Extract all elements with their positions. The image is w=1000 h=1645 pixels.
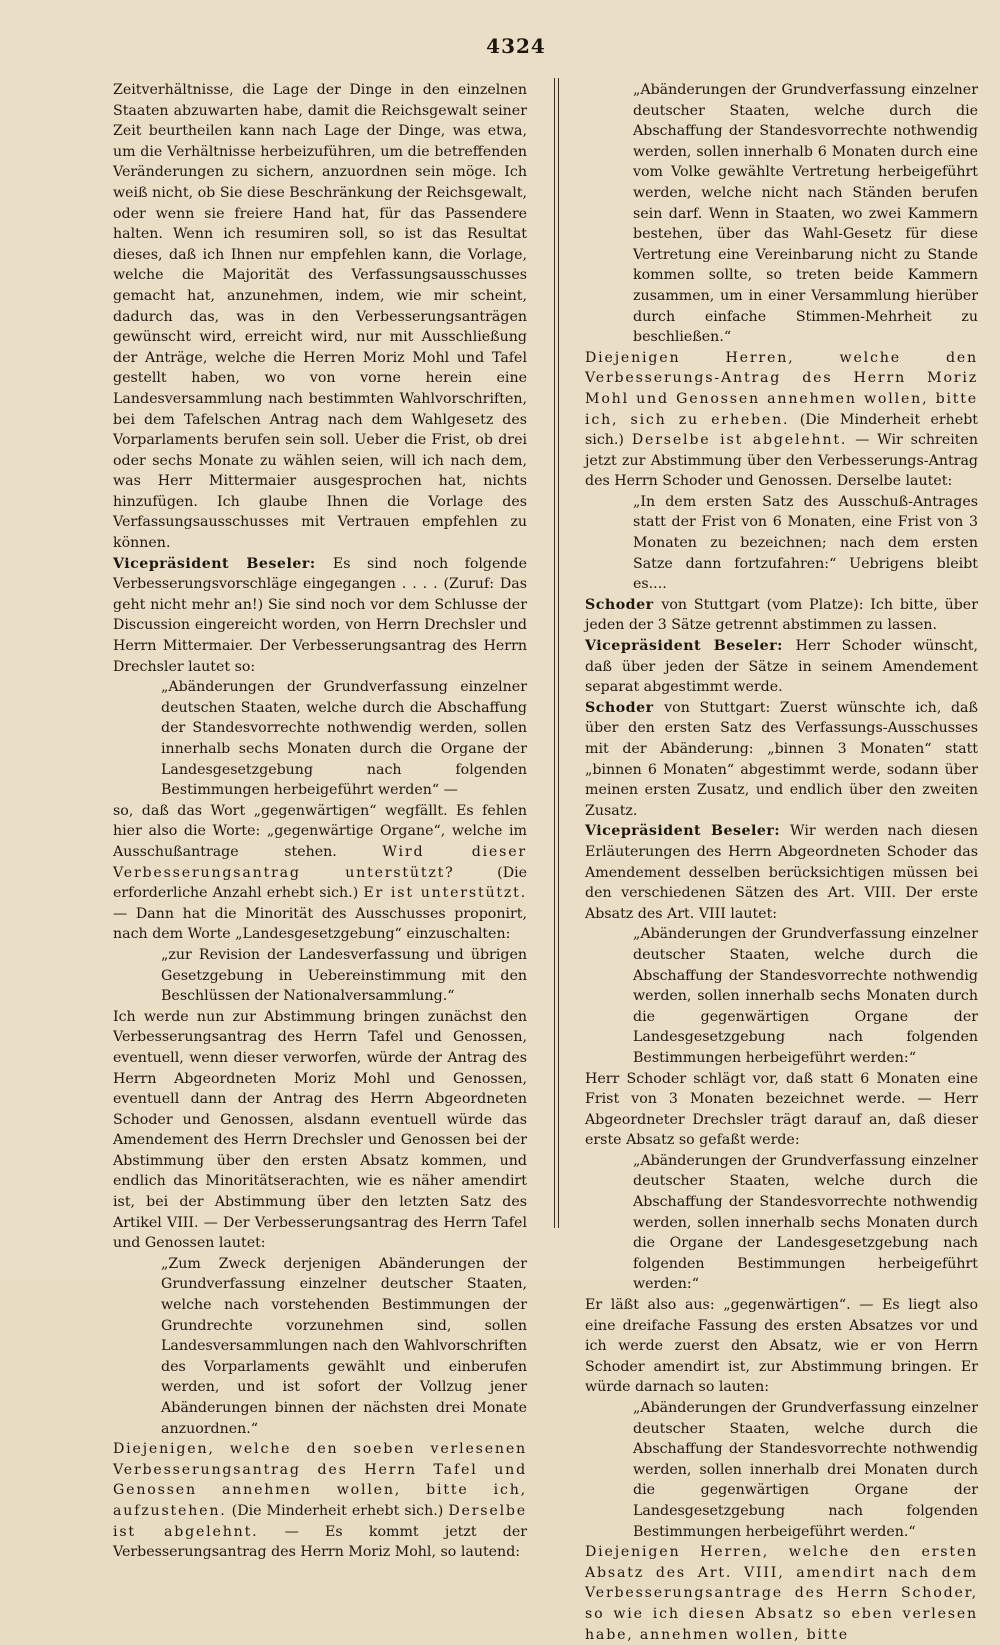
- text-run: Herr Schoder schlägt vor, daß statt 6 Monaten eine Frist von 3 Monaten bezeichnet werde. — Herr Abgeordneter Drechsler trägt darauf an, daß dieser erste Absatz so gefaßt werde:: [585, 1070, 978, 1149]
- speaker-name: Vicepräsident Beseler:: [585, 638, 796, 655]
- text-run: — Wir schreiten jetzt zur Abstimmung über den Verbesserungs-Antrag des Herrn Schoder und Genossen. Derselbe lautet:: [585, 432, 978, 490]
- paragraph: [113, 554, 527, 678]
- paragraph: [585, 636, 978, 698]
- text-run: Er läßt also aus: „gegenwärtigen“. — Es liegt also eine dreifache Fassung des ersten Absatzes vor und ich werde zuerst den Absatz, wie er von Herrn Schoder amendirt ist, zur Abstimmung bringen. Er würde darnach so lauten:: [585, 1297, 978, 1396]
- paragraph: [585, 698, 978, 822]
- emphasized-text: Diejenigen Herren, welche den Verbesserungs-Antrag des Herrn Moriz Mohl und Genossen annehmen wollen, bitte ich, sich zu erheben.: [585, 349, 978, 428]
- emphasized-text: Derselbe ist abgelehnt.: [631, 432, 848, 449]
- quoted-motion: [633, 80, 978, 348]
- text-run: „Abänderungen der Grundverfassung einzelner deutschen Staaten, welche durch die Abschaffung der Standesvorrechte nothwendig werden, sollen innerhalb sechs Monaten durch die Organe der Landesgesetzgebung nach folgenden Bestimmungen herbeigeführt werden“ —: [161, 679, 527, 799]
- text-run: von Stuttgart: Zuerst wünschte ich, daß über den ersten Satz des Verfassungs-Ausschusses mit der Abänderung: „binnen 3 Monaten“ statt „binnen 6 Monaten“ abgestimmt werde, sodann über meinen ersten Zusatz, und endlich über den zweiten Zusatz.: [585, 699, 978, 819]
- emphasized-text: Wird dieser Verbesserungsantrag unterstützt?: [113, 843, 527, 881]
- paragraph: [585, 1295, 978, 1398]
- paragraph: [113, 1007, 527, 1254]
- right-column: [585, 80, 978, 1645]
- text-run: — Es kommt jetzt der Verbesserungsantrag des Herrn Moriz Mohl, so lautend:: [113, 1523, 527, 1561]
- emphasized-text: Er ist unterstützt.: [363, 885, 527, 902]
- paragraph: [113, 1439, 527, 1563]
- text-run: Wir werden nach diesen Erläuterungen des Herrn Abgeordneten Schoder das Amendement desselben berücksichtigen müssen bei den verschiedenen Sätzen des Art. VIII. Der erste Absatz des Art. VIII lautet:: [585, 823, 978, 922]
- paragraph: [585, 348, 978, 492]
- paragraph: [585, 595, 978, 636]
- text-run: „Abänderungen der Grundverfassung einzelner deutscher Staaten, welche durch die Abschaffung der Standesvorrechte nothwendig werden, sollen innerhalb sechs Monaten durch die gegenwärtigen Organe der Landesgesetzgebung nach folgenden Bestimmungen herbeigeführt werden:“: [633, 926, 978, 1066]
- left-column: [113, 80, 527, 1563]
- speaker-name: Schoder: [585, 596, 662, 613]
- paragraph: [585, 1069, 978, 1151]
- speaker-name: Vicepräsident Beseler:: [113, 555, 333, 572]
- quoted-motion: [633, 1151, 978, 1295]
- text-run: „Zum Zweck derjenigen Abänderungen der Grundverfassung einzelner deutscher Staaten, welche nach vorstehenden Bestimmungen der Grundrechte vorzunehmen sind, sollen Landesversammlungen nach den Wahlvorschriften des Vorparlaments gewählt und einberufen werden, und ist sofort der Vollzug jener Abänderungen binnen der nächsten drei Monate anzuordnen.“: [161, 1255, 527, 1437]
- text-run: Es sind noch folgende Verbesserungsvorschläge eingegangen . . . . (Zuruf: Das geht nicht mehr an!) Sie sind noch vor dem Schlusse der Discussion eingereicht worden, von Herrn Drechsler und Herrn Mittermaier. Der Verbesserungsantrag des Herrn Drechsler lautet so:: [113, 555, 527, 675]
- text-run: „Abänderungen der Grundverfassung einzelner deutscher Staaten, welche durch die Abschaffung der Standesvorrechte nothwendig werden, sollen innerhalb sechs Monaten durch die Organe der Landesgesetzgebung nach folgenden Bestimmungen herbeigeführt werden:“: [633, 1152, 978, 1293]
- text-run: „Abänderungen der Grundverfassung einzelner deutscher Staaten, welche durch die Abschaffung der Standesvorrechte nothwendig werden, sollen innerhalb drei Monaten durch die gegenwärtigen Organe der Landesgesetzgebung nach folgenden Bestimmungen herbeigeführt werden.“: [633, 1400, 978, 1540]
- text-run: (Die erforderliche Anzahl erhebt sich.): [113, 864, 528, 902]
- paragraph: [113, 801, 527, 945]
- text-run: Ich werde nun zur Abstimmung bringen zunächst den Verbesserungsantrag des Herrn Tafel und Genossen, eventuell, wenn dieser verworfen, würde der Antrag des Herrn Abgeordneten Moriz Mohl und Genossen, eventuell dann der Antrag des Herrn Abgeordneten Schoder und Genossen, alsdann eventuell würde das Amendement des Herrn Drechsler und Genossen bei der Abstimmung über den ersten Absatz kommen, und endlich das Minoritätserachten, wie es näher amendirt ist, bei der Abstimmung über den letzten Satz des Artikel VIII. — Der Verbesserungsantrag des Herrn Tafel und Genossen lautet:: [113, 1008, 527, 1252]
- text-run: „Abänderungen der Grundverfassung einzelner deutscher Staaten, welche durch die Abschaffung der Standesvorrechte nothwendig werden, sollen innerhalb 6 Monaten durch eine vom Volke gewählte Vertretung herbeigeführt werden, welche nicht nach Ständen berufen sein darf. Wenn in Staaten, wo zwei Kammern bestehen, über das Wahl-Gesetz für diese Vertretung eine Vereinbarung nicht zu Stande kommen sollte, so treten beide Kammern zusammen, um in einer Versammlung hierüber durch einfache Stimmen-Mehrheit zu beschließen.“: [633, 82, 978, 346]
- text-run: so, daß das Wort „gegenwärtigen“ wegfällt. Es fehlen hier also die Worte: „gegenwärtige Organe“, welche im Ausschußantrage stehen.: [113, 802, 527, 860]
- text-run: (Die Minderheit erhebt sich.): [226, 1502, 449, 1519]
- text-run: von Stuttgart (vom Platze): Ich bitte, über jeden der 3 Sätze getrennt abstimmen zu lassen.: [585, 596, 978, 634]
- paragraph: [585, 821, 978, 924]
- text-run: Zeitverhältnisse, die Lage der Dinge in den einzelnen Staaten abzuwarten habe, damit die Reichsgewalt seiner Zeit beurtheilen kann nach Lage der Dinge, was etwa, um die Verhältnisse herbeizuführen, um die betreffenden Veränderungen zu sichern, anzuordnen sein möge. Ich weiß nicht, ob Sie diese Beschränkung der Reichsgewalt, oder wenn sie freiere Hand hat, für das Passendere halten. Wenn ich resumiren soll, so ist das Resultat dieses, daß ich Ihnen nur empfehlen kann, die Vorlage, welche die Majorität des Verfassungsausschusses gemacht hat, anzunehmen, indem, wie mir scheint, dadurch das, was in den Verbesserungsanträgen gewünscht wird, erreicht wird, nur mit Ausschließung der Anträge, welche die Herren Moriz Mohl und Tafel gestellt haben, wo von vorne herein eine Landesversammlung nach bestimmten Wahlvorschriften, bei dem Tafelschen Antrag nach dem Wahlgesetz des Vorparlaments berufen sein soll. Ueber die Frist, ob drei oder sechs Monate zu wählen seien, will ich nach dem, was Herr Mittermaier ausgesprochen hat, nichts hinzufügen. Ich glaube Ihnen die Vorlage des Verfassungsausschusses mit Vertrauen empfehlen zu können.: [113, 82, 527, 552]
- text-run: „In dem ersten Satz des Ausschuß-Antrages statt der Frist von 6 Monaten, eine Frist von 3 Monaten zu bezeichnen; nach dem ersten Satze dann fortzufahren:“ Uebrigens bleibt es....: [633, 493, 978, 593]
- column-divider: [554, 78, 555, 1228]
- quoted-motion: [633, 492, 978, 595]
- text-run: (Die Minderheit erhebt sich.): [585, 411, 979, 449]
- text-run: „zur Revision der Landesverfassung und übrigen Gesetzgebung in Uebereinstimmung mit den Beschlüssen der Nationalversammlung.“: [161, 946, 527, 1005]
- paragraph: [113, 80, 527, 554]
- column-divider-second: [558, 78, 559, 1228]
- paragraph: [585, 1542, 978, 1645]
- emphasized-text: Derselbe ist abgelehnt.: [113, 1502, 527, 1540]
- text-run: Herr Schoder wünscht, daß über jeden der Sätze in seinem Amendement separat abgestimmt werde.: [585, 638, 978, 696]
- quoted-motion: [161, 1254, 527, 1439]
- page-number: 4324: [486, 34, 546, 58]
- quoted-motion: [161, 945, 527, 1007]
- text-run: — Dann hat die Minorität des Ausschusses proponirt, nach dem Worte „Landesgesetzgebung“ einzuschalten:: [113, 905, 527, 943]
- emphasized-text: Diejenigen, welche den soeben verlesenen Verbesserungsantrag des Herrn Tafel und Genossen annehmen wollen, bitte ich, aufzustehen.: [113, 1441, 527, 1519]
- quoted-motion: [633, 1398, 978, 1542]
- quoted-motion: [633, 924, 978, 1068]
- speaker-name: Schoder: [585, 699, 665, 716]
- speaker-name: Vicepräsident Beseler:: [585, 823, 791, 840]
- emphasized-text: Diejenigen Herren, welche den ersten Absatz des Art. VIII, amendirt nach dem Verbesserungsantrage des Herrn Schoder, so wie ich diesen Absatz so eben verlesen habe, annehmen wollen, bitte: [585, 1544, 978, 1643]
- quoted-motion: [161, 677, 527, 801]
